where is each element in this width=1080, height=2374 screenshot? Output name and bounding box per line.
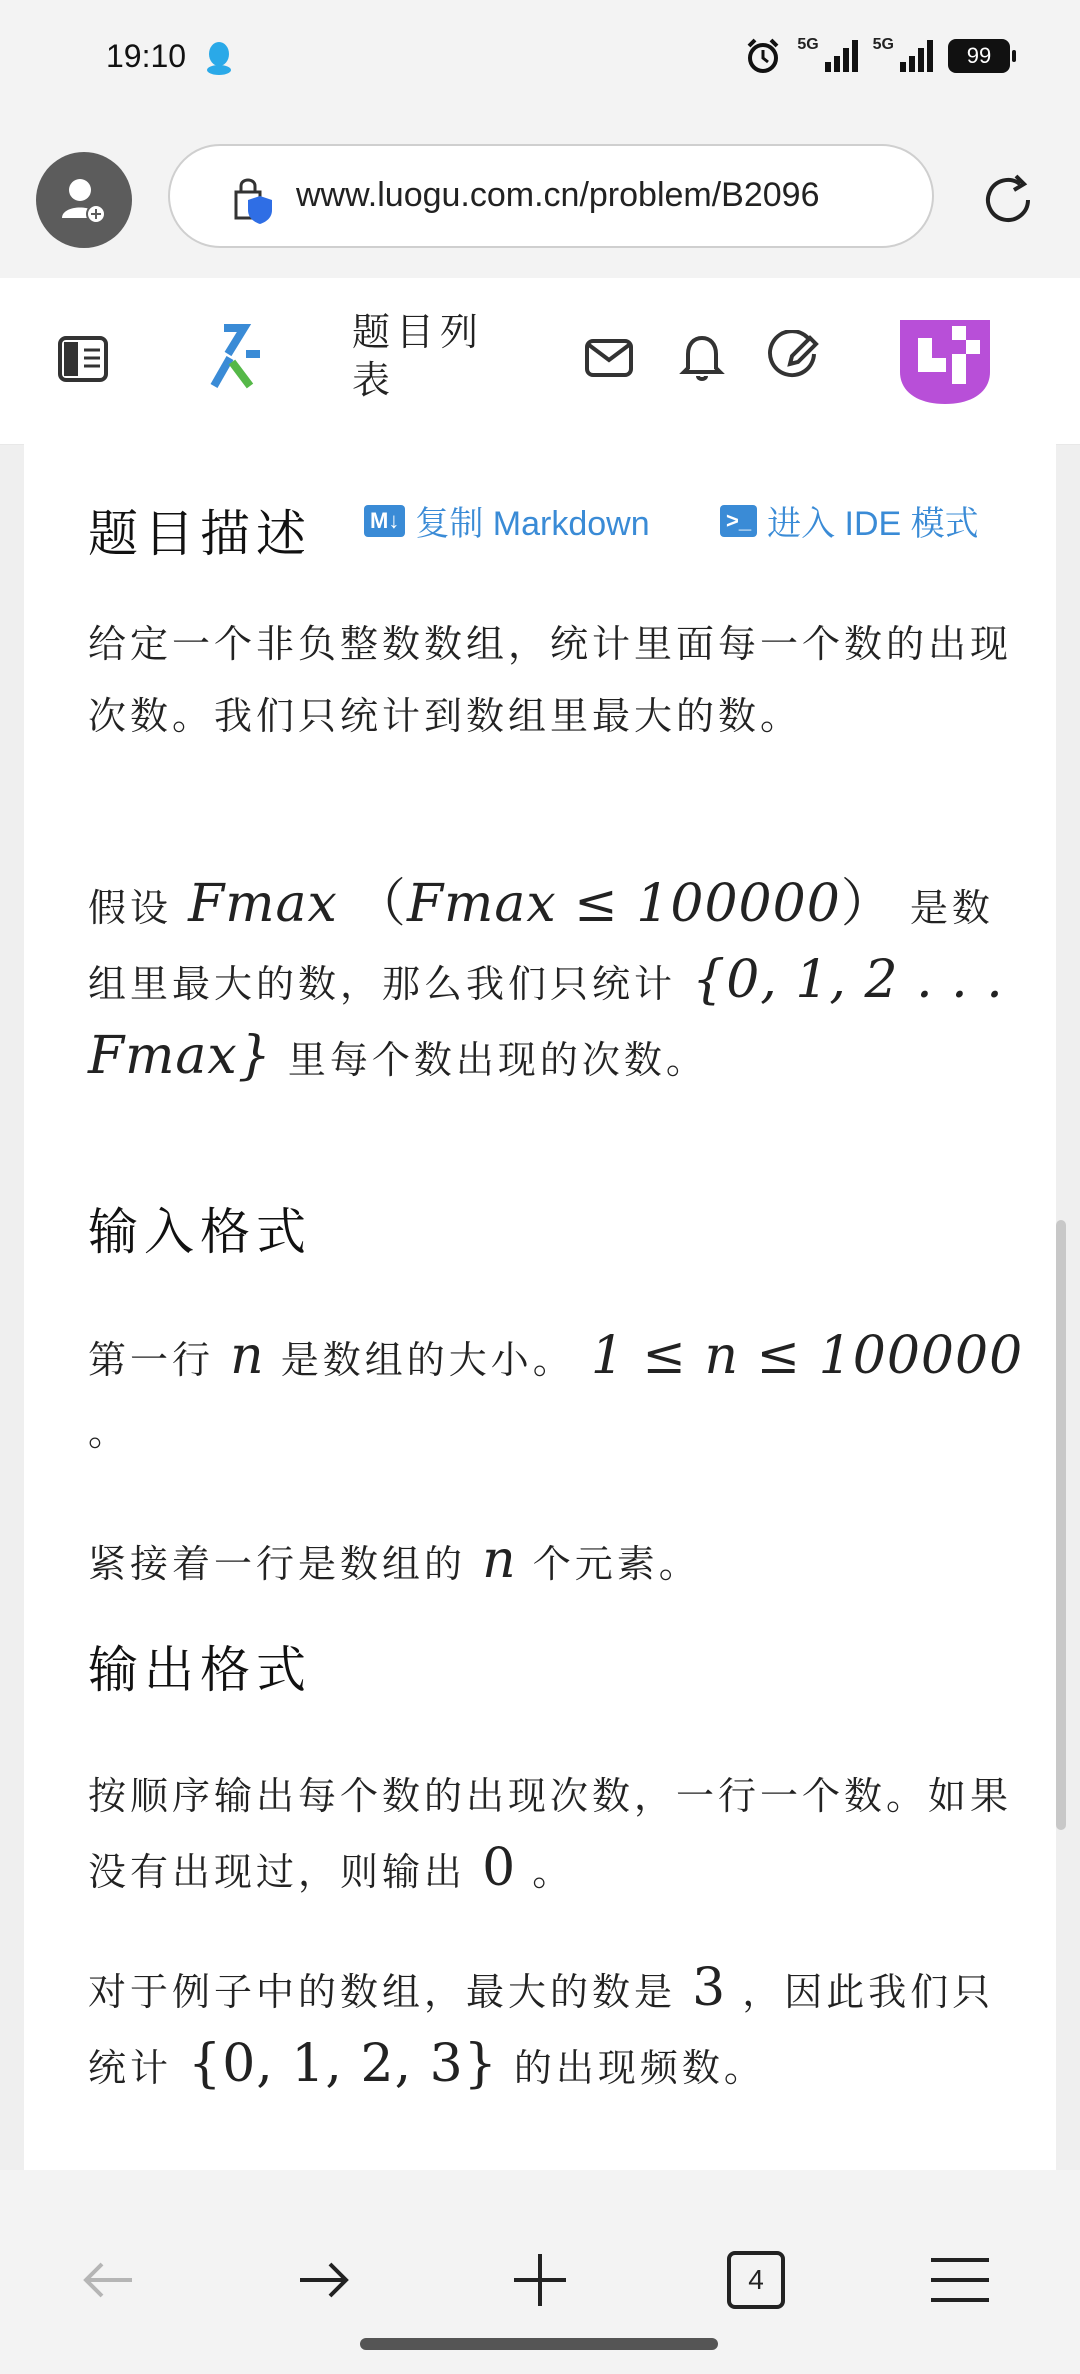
- text: 里每个数出现的次数。: [287, 1038, 708, 1082]
- site-header: [0, 278, 1080, 445]
- description-paragraph-1: 给定一个非负整数数组，统计里面每一个数的出现次数。我们只统计到数组里最大的数。: [88, 622, 1013, 738]
- forward-button[interactable]: [284, 2240, 364, 2320]
- url-text[interactable]: www.luogu.com.cn/problem/B2096: [296, 176, 820, 214]
- feedback-icon[interactable]: [768, 330, 822, 384]
- signal-label-2: 5G: [872, 36, 894, 53]
- output-paragraph-2: [88, 1952, 1028, 2104]
- text: 对于例子中的数组，最大的数是: [88, 1970, 677, 2014]
- copy-markdown-label: 复制 Markdown: [415, 505, 650, 543]
- page-scrollbar[interactable]: [1056, 1220, 1066, 1830]
- text: 。: [88, 1410, 131, 1454]
- tabs-count: 4: [727, 2251, 785, 2309]
- menu-button[interactable]: [920, 2240, 1000, 2320]
- tabs-button[interactable]: [716, 2240, 796, 2320]
- back-button[interactable]: [68, 2240, 148, 2320]
- user-avatar[interactable]: [892, 312, 998, 408]
- nav-problem-list[interactable]: 题目列表: [352, 310, 485, 402]
- math-three: 3: [692, 1958, 727, 2018]
- mail-icon[interactable]: [584, 338, 634, 378]
- text: ，因此我们只统计: [88, 1970, 995, 2090]
- math-set-0123: {0, 1, 2, 3}: [188, 2034, 498, 2094]
- signal-bars-icon: [823, 38, 859, 74]
- enter-ide-label: 进入 IDE 模式: [767, 505, 979, 543]
- signal-label-1: 5G: [797, 36, 819, 53]
- math-fmax: Fmax: [188, 874, 338, 934]
- browser-address-row: [0, 118, 1080, 278]
- arrow-right-icon: [296, 2260, 352, 2300]
- profile-button[interactable]: [36, 152, 132, 248]
- markdown-icon: M↓: [364, 505, 405, 537]
- reload-icon[interactable]: [976, 168, 1040, 232]
- paren-open: （: [353, 874, 407, 934]
- text: 紧接着一行是数组的: [88, 1542, 467, 1586]
- math-n: n: [482, 1530, 517, 1590]
- status-bar: [0, 0, 1080, 118]
- paren-close: ）: [840, 874, 894, 934]
- signal-bars-icon: [898, 38, 934, 74]
- math-n: n: [230, 1326, 265, 1386]
- battery-indicator: 99: [948, 39, 1010, 73]
- enter-ide-link[interactable]: [720, 496, 979, 545]
- site-security-icon[interactable]: [226, 172, 276, 226]
- status-time: 19:10: [106, 38, 187, 74]
- text: 个元素。: [532, 1542, 701, 1586]
- new-tab-button[interactable]: [500, 2240, 580, 2320]
- input-paragraph-1: [88, 1320, 1028, 1468]
- terminal-icon: >_: [720, 505, 757, 537]
- copy-markdown-link[interactable]: [364, 496, 650, 545]
- text: 第一行: [88, 1338, 215, 1382]
- hamburger-menu-icon: [929, 2256, 991, 2304]
- math-set: {0, 1, 2 . . . Fmax}: [88, 950, 1004, 1086]
- status-indicators: [743, 36, 1010, 76]
- plus-icon: [512, 2252, 568, 2308]
- text: 是数组的大小。: [280, 1338, 575, 1382]
- url-bar[interactable]: [168, 144, 934, 248]
- arrow-left-icon: [80, 2260, 136, 2300]
- sidebar-toggle-icon[interactable]: [58, 336, 108, 382]
- text: 的出现频数。: [513, 2046, 766, 2090]
- add-user-icon: [36, 152, 132, 248]
- input-heading: 输入格式: [88, 1203, 312, 1261]
- bell-icon[interactable]: [678, 330, 726, 384]
- text: 是数组里最大的数，那么我们只统计: [88, 886, 994, 1006]
- output-heading: 输出格式: [88, 1641, 312, 1699]
- alarm-icon: [743, 36, 783, 76]
- text: 。: [532, 1850, 575, 1894]
- home-indicator[interactable]: [360, 2338, 718, 2350]
- output-paragraph-1: [88, 1760, 1028, 1908]
- text: 假设: [88, 886, 173, 930]
- math-n-bound: 1 ≤ n ≤ 100000: [590, 1326, 1024, 1386]
- description-heading: 题目描述: [88, 505, 312, 563]
- luogu-logo[interactable]: [210, 324, 266, 394]
- math-zero: 0: [482, 1838, 517, 1898]
- math-fmax-bound: Fmax ≤ 100000: [406, 874, 841, 934]
- input-paragraph-2: [88, 1524, 1028, 1600]
- problem-card: [24, 444, 1056, 2170]
- description-paragraph-2: [88, 868, 1028, 1096]
- text: 按顺序输出每个数的出现次数，一行一个数。如果没有出现过，则输出: [88, 1774, 1013, 1894]
- qq-notification-icon: [204, 40, 234, 76]
